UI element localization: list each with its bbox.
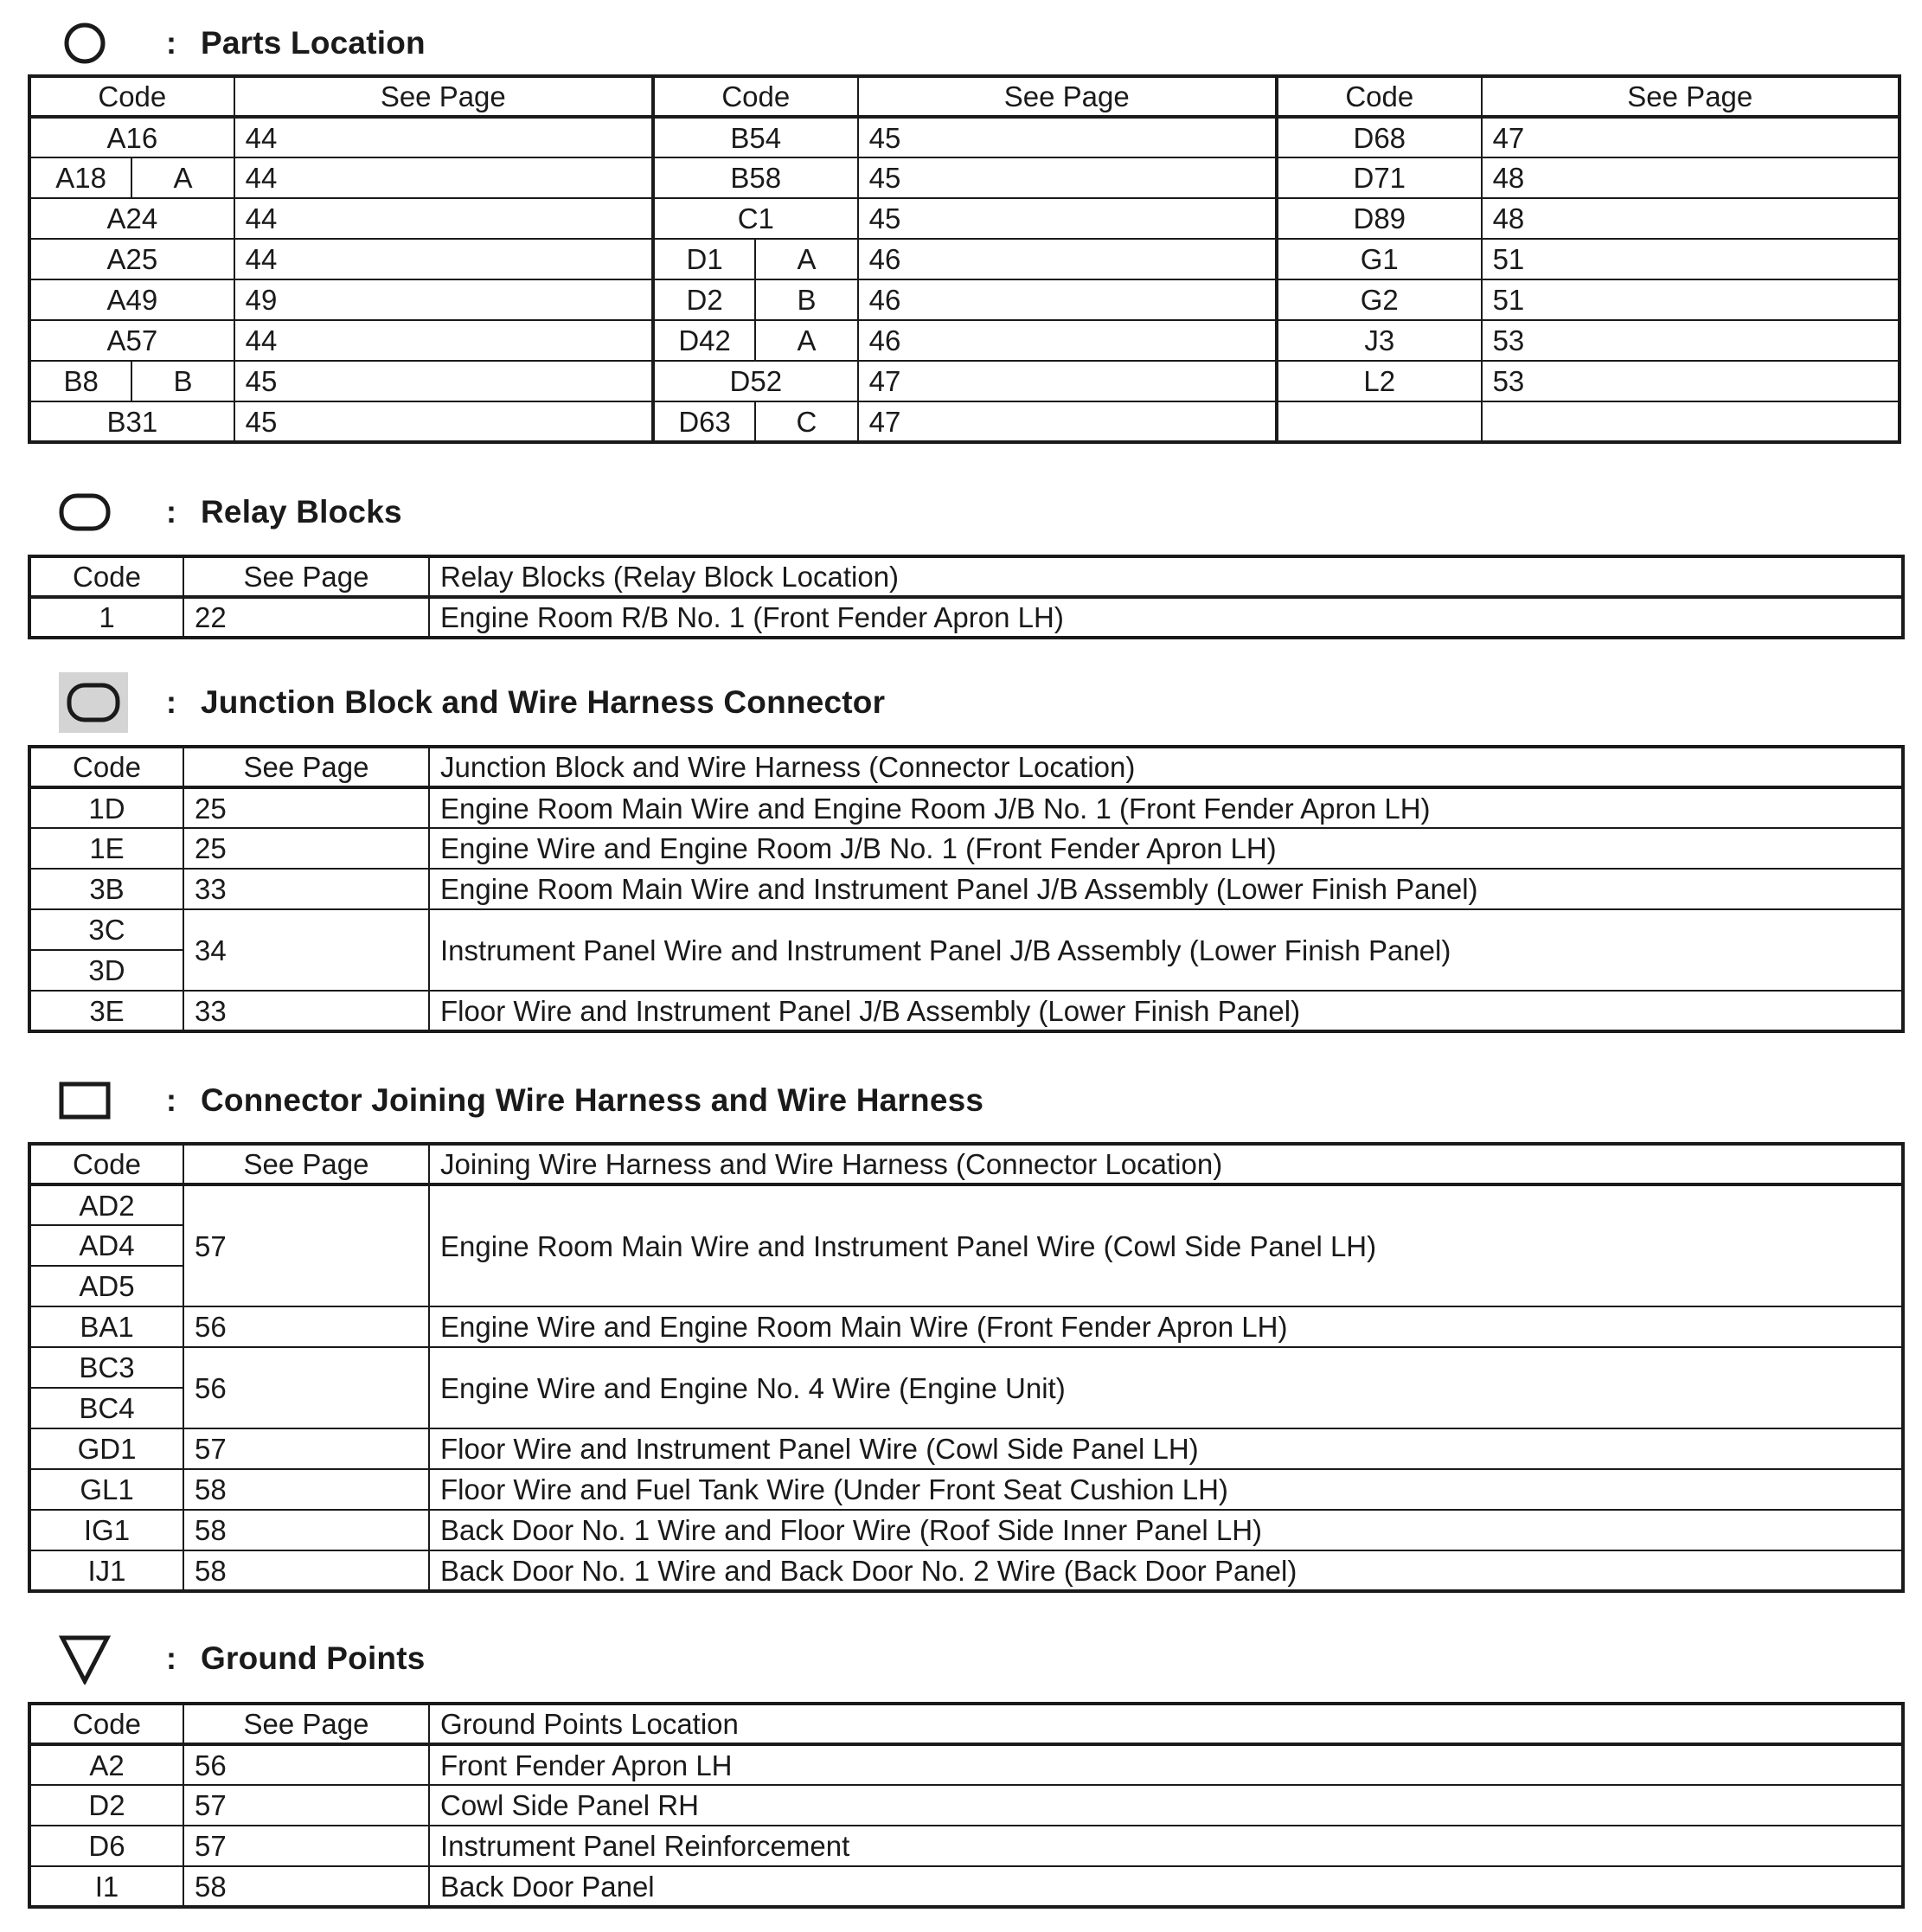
section-colon: : bbox=[166, 494, 176, 530]
table-row bbox=[29, 597, 1903, 638]
code-cell: 1 bbox=[29, 597, 183, 638]
see-page-cell: 44 bbox=[234, 198, 653, 239]
table-row bbox=[29, 1469, 1903, 1510]
parts-location-header bbox=[59, 17, 426, 69]
column-header-see-page: See Page bbox=[183, 1144, 429, 1184]
code-cell: D52 bbox=[653, 361, 858, 401]
code-cell: GL1 bbox=[29, 1469, 183, 1510]
relay-blocks-table bbox=[28, 555, 1905, 639]
see-page-cell: 33 bbox=[183, 991, 429, 1031]
code-suffix-cell: B bbox=[131, 361, 234, 401]
see-page-cell: 46 bbox=[858, 239, 1277, 279]
table-row bbox=[29, 1184, 1903, 1225]
column-header-location: Ground Points Location bbox=[429, 1704, 1903, 1744]
code-cell: A16 bbox=[29, 117, 234, 157]
column-header-see-page: See Page bbox=[183, 1704, 429, 1744]
column-header-code: Code bbox=[29, 556, 183, 597]
see-page-cell: 58 bbox=[183, 1510, 429, 1550]
code-cell: A24 bbox=[29, 198, 234, 239]
code-suffix-cell: B bbox=[755, 279, 857, 320]
location-cell: Engine Wire and Engine Room J/B No. 1 (Front Fender Apron LH) bbox=[429, 828, 1903, 869]
see-page-cell: 56 bbox=[183, 1347, 429, 1428]
code-cell: AD2 bbox=[29, 1184, 183, 1225]
see-page-cell: 48 bbox=[1482, 157, 1900, 198]
code-cell: B31 bbox=[29, 401, 234, 442]
parts-location-table bbox=[28, 74, 1901, 444]
see-page-cell: 22 bbox=[183, 597, 429, 638]
see-page-cell: 56 bbox=[183, 1744, 429, 1785]
parts-location-title: Parts Location bbox=[201, 25, 426, 61]
see-page-cell: 44 bbox=[234, 157, 653, 198]
relay-blocks-header bbox=[59, 486, 402, 538]
table-row bbox=[29, 991, 1903, 1031]
see-page-cell: 45 bbox=[234, 401, 653, 442]
see-page-cell: 44 bbox=[234, 117, 653, 157]
table-row bbox=[29, 869, 1903, 909]
table-row bbox=[29, 1785, 1903, 1826]
table-row bbox=[29, 401, 1900, 442]
location-cell: Back Door No. 1 Wire and Back Door No. 2 Wire (Back Door Panel) bbox=[429, 1550, 1903, 1591]
location-cell: Engine Room Main Wire and Engine Room J/B No. 1 (Front Fender Apron LH) bbox=[429, 787, 1903, 828]
see-page-cell: 33 bbox=[183, 869, 429, 909]
code-suffix-cell: A bbox=[755, 320, 857, 361]
column-header-code: Code bbox=[653, 76, 858, 117]
code-cell: 1D bbox=[29, 787, 183, 828]
see-page-cell: 57 bbox=[183, 1785, 429, 1826]
location-cell: Engine Room Main Wire and Instrument Panel Wire (Cowl Side Panel LH) bbox=[429, 1184, 1903, 1306]
circle-icon bbox=[59, 17, 111, 69]
location-cell: Instrument Panel Reinforcement bbox=[429, 1826, 1903, 1866]
square-icon bbox=[59, 1075, 111, 1126]
table-row bbox=[29, 239, 1900, 279]
see-page-cell bbox=[1482, 401, 1900, 442]
relay-blocks-title: Relay Blocks bbox=[201, 494, 402, 530]
code-cell: I1 bbox=[29, 1866, 183, 1907]
connector-joining-title: Connector Joining Wire Harness and Wire Harness bbox=[201, 1082, 984, 1118]
see-page-cell: 25 bbox=[183, 787, 429, 828]
column-header-see-page: See Page bbox=[234, 76, 653, 117]
location-cell: Cowl Side Panel RH bbox=[429, 1785, 1903, 1826]
code-suffix-cell: A bbox=[131, 157, 234, 198]
table-row bbox=[29, 320, 1900, 361]
see-page-cell: 49 bbox=[234, 279, 653, 320]
code-cell: G1 bbox=[1277, 239, 1482, 279]
code-cell: D42 bbox=[653, 320, 755, 361]
table-row bbox=[29, 1306, 1903, 1347]
triangle-down-icon bbox=[59, 1633, 111, 1685]
code-cell: J3 bbox=[1277, 320, 1482, 361]
column-header-location: Relay Blocks (Relay Block Location) bbox=[429, 556, 1903, 597]
see-page-cell: 34 bbox=[183, 909, 429, 991]
code-cell: D2 bbox=[29, 1785, 183, 1826]
code-cell: B54 bbox=[653, 117, 858, 157]
table-row bbox=[29, 279, 1900, 320]
column-header-code: Code bbox=[29, 1704, 183, 1744]
ground-points-table bbox=[28, 1702, 1905, 1909]
section-colon: : bbox=[166, 1082, 176, 1118]
code-cell: D68 bbox=[1277, 117, 1482, 157]
code-cell: BA1 bbox=[29, 1306, 183, 1347]
header-row bbox=[29, 747, 1903, 787]
see-page-cell: 57 bbox=[183, 1428, 429, 1469]
junction-block-header bbox=[59, 677, 885, 729]
see-page-cell: 44 bbox=[234, 239, 653, 279]
code-cell: A18 bbox=[29, 157, 131, 198]
see-page-cell: 53 bbox=[1482, 361, 1900, 401]
table-row bbox=[29, 1826, 1903, 1866]
table-row bbox=[29, 1510, 1903, 1550]
code-suffix-cell: C bbox=[755, 401, 857, 442]
see-page-cell: 45 bbox=[234, 361, 653, 401]
see-page-cell: 58 bbox=[183, 1550, 429, 1591]
code-cell: 3E bbox=[29, 991, 183, 1031]
see-page-cell: 47 bbox=[858, 361, 1277, 401]
column-header-code: Code bbox=[29, 1144, 183, 1184]
see-page-cell: 58 bbox=[183, 1866, 429, 1907]
code-cell: 1E bbox=[29, 828, 183, 869]
see-page-cell: 45 bbox=[858, 117, 1277, 157]
table-row bbox=[29, 157, 1900, 198]
table-row bbox=[29, 1866, 1903, 1907]
header-row bbox=[29, 1704, 1903, 1744]
see-page-cell: 44 bbox=[234, 320, 653, 361]
connector-joining-table bbox=[28, 1142, 1905, 1593]
location-cell: Engine Room R/B No. 1 (Front Fender Apron LH) bbox=[429, 597, 1903, 638]
location-cell: Engine Wire and Engine Room Main Wire (Front Fender Apron LH) bbox=[429, 1306, 1903, 1347]
column-header-see-page: See Page bbox=[183, 556, 429, 597]
table-row bbox=[29, 1550, 1903, 1591]
see-page-cell: 47 bbox=[1482, 117, 1900, 157]
rounded-rect-icon bbox=[59, 486, 111, 538]
section-colon: : bbox=[166, 25, 176, 61]
code-cell: D1 bbox=[653, 239, 755, 279]
location-cell: Back Door Panel bbox=[429, 1866, 1903, 1907]
column-header-location: Joining Wire Harness and Wire Harness (Connector Location) bbox=[429, 1144, 1903, 1184]
location-cell: Instrument Panel Wire and Instrument Panel J/B Assembly (Lower Finish Panel) bbox=[429, 909, 1903, 991]
code-cell: A57 bbox=[29, 320, 234, 361]
see-page-cell: 46 bbox=[858, 320, 1277, 361]
table-row bbox=[29, 787, 1903, 828]
code-cell: A25 bbox=[29, 239, 234, 279]
location-cell: Front Fender Apron LH bbox=[429, 1744, 1903, 1785]
see-page-cell: 25 bbox=[183, 828, 429, 869]
junction-block-title: Junction Block and Wire Harness Connector bbox=[201, 684, 886, 720]
code-cell: B58 bbox=[653, 157, 858, 198]
see-page-cell: 47 bbox=[858, 401, 1277, 442]
junction-block-table bbox=[28, 745, 1905, 1033]
code-cell: GD1 bbox=[29, 1428, 183, 1469]
see-page-cell: 53 bbox=[1482, 320, 1900, 361]
column-header-location: Junction Block and Wire Harness (Connector Location) bbox=[429, 747, 1903, 787]
code-cell: AD5 bbox=[29, 1266, 183, 1306]
location-cell: Back Door No. 1 Wire and Floor Wire (Roof Side Inner Panel LH) bbox=[429, 1510, 1903, 1550]
location-cell: Floor Wire and Instrument Panel J/B Assembly (Lower Finish Panel) bbox=[429, 991, 1903, 1031]
see-page-cell: 48 bbox=[1482, 198, 1900, 239]
code-suffix-cell: A bbox=[755, 239, 857, 279]
see-page-cell: 46 bbox=[858, 279, 1277, 320]
see-page-cell: 51 bbox=[1482, 239, 1900, 279]
section-colon: : bbox=[166, 684, 176, 720]
code-cell: BC3 bbox=[29, 1347, 183, 1388]
column-header-code: Code bbox=[29, 76, 234, 117]
location-cell: Engine Room Main Wire and Instrument Panel J/B Assembly (Lower Finish Panel) bbox=[429, 869, 1903, 909]
code-cell: 3C bbox=[29, 909, 183, 950]
table-row bbox=[29, 1744, 1903, 1785]
table-row bbox=[29, 828, 1903, 869]
column-header-see-page: See Page bbox=[858, 76, 1277, 117]
location-cell: Floor Wire and Fuel Tank Wire (Under Front Seat Cushion LH) bbox=[429, 1469, 1903, 1510]
table-row bbox=[29, 361, 1900, 401]
see-page-cell: 56 bbox=[183, 1306, 429, 1347]
table-row bbox=[29, 1428, 1903, 1469]
code-cell: D71 bbox=[1277, 157, 1482, 198]
column-header-code: Code bbox=[1277, 76, 1482, 117]
code-cell: D63 bbox=[653, 401, 755, 442]
column-header-code: Code bbox=[29, 747, 183, 787]
table-row bbox=[29, 909, 1903, 950]
see-page-cell: 58 bbox=[183, 1469, 429, 1510]
code-cell: A2 bbox=[29, 1744, 183, 1785]
code-cell: G2 bbox=[1277, 279, 1482, 320]
code-cell: D6 bbox=[29, 1826, 183, 1866]
code-cell: D2 bbox=[653, 279, 755, 320]
code-cell: IJ1 bbox=[29, 1550, 183, 1591]
code-cell: 3D bbox=[29, 950, 183, 991]
shaded-rounded-rect-icon bbox=[59, 672, 128, 733]
code-cell: D89 bbox=[1277, 198, 1482, 239]
ground-points-title: Ground Points bbox=[201, 1640, 426, 1676]
column-header-see-page: See Page bbox=[183, 747, 429, 787]
code-cell: BC4 bbox=[29, 1388, 183, 1428]
header-row bbox=[29, 556, 1903, 597]
table-row bbox=[29, 117, 1900, 157]
connector-joining-header bbox=[59, 1075, 983, 1126]
table-row bbox=[29, 198, 1900, 239]
code-cell bbox=[1277, 401, 1482, 442]
see-page-cell: 51 bbox=[1482, 279, 1900, 320]
location-cell: Engine Wire and Engine No. 4 Wire (Engine Unit) bbox=[429, 1347, 1903, 1428]
code-cell: L2 bbox=[1277, 361, 1482, 401]
ground-points-header bbox=[59, 1633, 426, 1685]
see-page-cell: 45 bbox=[858, 157, 1277, 198]
code-cell: AD4 bbox=[29, 1225, 183, 1266]
code-cell: B8 bbox=[29, 361, 131, 401]
code-cell: C1 bbox=[653, 198, 858, 239]
column-header-see-page: See Page bbox=[1482, 76, 1900, 117]
see-page-cell: 57 bbox=[183, 1826, 429, 1866]
code-cell: IG1 bbox=[29, 1510, 183, 1550]
header-row bbox=[29, 1144, 1903, 1184]
code-cell: 3B bbox=[29, 869, 183, 909]
section-colon: : bbox=[166, 1640, 176, 1676]
see-page-cell: 57 bbox=[183, 1184, 429, 1306]
see-page-cell: 45 bbox=[858, 198, 1277, 239]
location-cell: Floor Wire and Instrument Panel Wire (Cowl Side Panel LH) bbox=[429, 1428, 1903, 1469]
table-row bbox=[29, 1347, 1903, 1388]
code-cell: A49 bbox=[29, 279, 234, 320]
